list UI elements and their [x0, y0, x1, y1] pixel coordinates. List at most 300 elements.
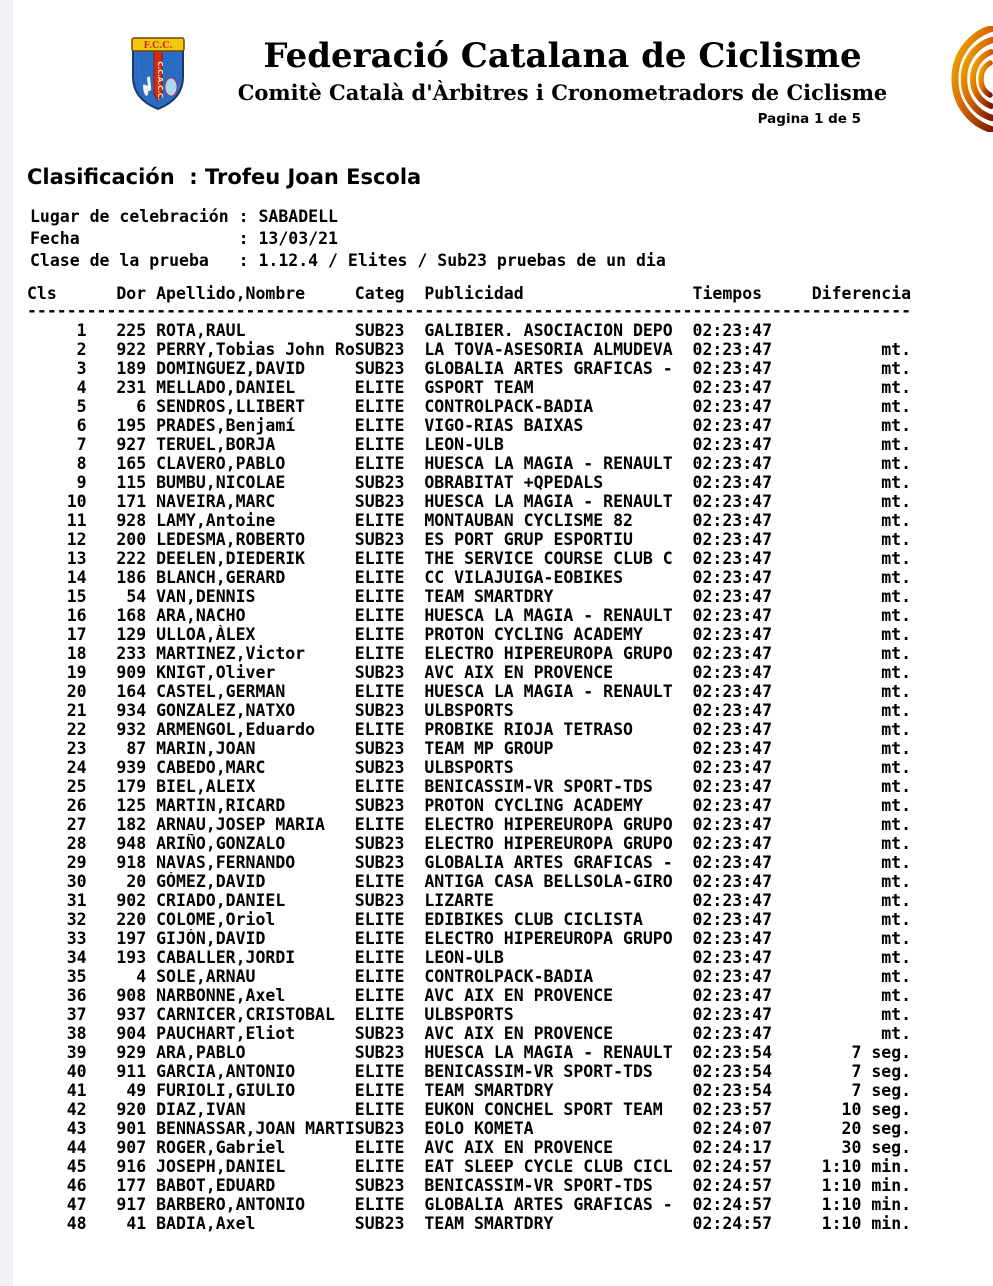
cell-time: 02:23:47 [692, 682, 773, 701]
cell-pub: ULBSPORTS [424, 1005, 514, 1024]
cell-time: 02:24:57 [692, 1195, 773, 1214]
cell-pub: AVC AIX EN PROVENCE [424, 1138, 614, 1157]
table-row [27, 967, 911, 986]
cell-pub: PROBIKE RIOJA TETRASO [424, 720, 633, 739]
cell-cls: 38 [66, 1024, 87, 1043]
cell-diff: mt. [881, 378, 912, 397]
cell-diff: 1:10 min. [821, 1214, 912, 1233]
cell-diff: mt. [881, 891, 912, 910]
cell-categ: SUB23 [354, 891, 405, 910]
cell-name: ARA,NACHO [156, 606, 246, 625]
cell-cls: 33 [66, 929, 87, 948]
cell-pub: TEAM SMARTDRY [424, 1081, 554, 1100]
cell-diff: 20 seg. [841, 1119, 912, 1138]
cell-time: 02:23:47 [692, 416, 773, 435]
cell-diff: mt. [881, 511, 912, 530]
cell-pub: VIGO-RIAS BAIXAS [424, 416, 584, 435]
table-row [27, 454, 911, 473]
meta-line-fecha: Fecha : 13/03/21 [30, 229, 338, 248]
cell-time: 02:23:47 [692, 967, 773, 986]
cell-categ: ELITE [354, 1081, 405, 1100]
cell-time: 02:23:47 [692, 625, 773, 644]
cell-name: MELLADO,DANIEL [156, 378, 296, 397]
cell-dor: 920 [116, 1100, 147, 1119]
cell-cls: 30 [66, 872, 87, 891]
cell-pub: AVC AIX EN PROVENCE [424, 1024, 614, 1043]
cell-diff: mt. [881, 473, 912, 492]
cell-pub: CONTROLPACK-BADIA [424, 967, 594, 986]
cell-name: NAVEIRA,MARC [156, 492, 276, 511]
cell-diff: mt. [881, 568, 912, 587]
cell-time: 02:23:47 [692, 910, 773, 929]
cell-categ: ELITE [354, 587, 405, 606]
cell-name: MARIN,JOAN [156, 739, 256, 758]
table-row [27, 587, 911, 606]
cell-name: LAMY,Antoine [156, 511, 276, 530]
cell-dor: 165 [116, 454, 147, 473]
table-row [27, 891, 911, 910]
cell-categ: ELITE [354, 435, 405, 454]
cell-diff: 30 seg. [841, 1138, 912, 1157]
cell-time: 02:23:47 [692, 435, 773, 454]
cell-pub: ELECTRO HIPEREUROPA GRUPO [424, 644, 673, 663]
cell-dor: 916 [116, 1157, 147, 1176]
cell-cls: 20 [66, 682, 87, 701]
cell-diff: mt. [881, 416, 912, 435]
cell-pub: HUESCA LA MAGIA - RENAULT [424, 454, 673, 473]
cell-cls: 32 [66, 910, 87, 929]
cell-time: 02:23:47 [692, 796, 773, 815]
cell-categ: SUB23 [354, 1119, 405, 1138]
cell-diff: 1:10 min. [821, 1176, 912, 1195]
cell-name: VAN,DENNIS [156, 587, 256, 606]
cell-time: 02:23:47 [692, 929, 773, 948]
cell-diff: mt. [881, 815, 912, 834]
cell-time: 02:23:47 [692, 511, 773, 530]
cell-time: 02:24:17 [692, 1138, 773, 1157]
cell-dor: 220 [116, 910, 147, 929]
cell-categ: ELITE [354, 397, 405, 416]
event-metadata [30, 206, 666, 272]
cell-name: BUMBU,NICOLAE [156, 473, 286, 492]
cell-name: LEDESMA,ROBERTO [156, 530, 306, 549]
cell-dor: 179 [116, 777, 147, 796]
cell-dor: 49 [126, 1081, 147, 1100]
cell-name: ARNAU,JOSEP MARIA [156, 815, 325, 834]
cell-time: 02:23:47 [692, 777, 773, 796]
cell-cls: 40 [66, 1062, 87, 1081]
cell-categ: SUB23 [354, 1214, 405, 1233]
table-row [27, 796, 911, 815]
cell-diff: mt. [881, 948, 912, 967]
cell-cls: 29 [66, 853, 87, 872]
header-separator-line: ----------------------------------------------------------------------------------------- [27, 301, 912, 320]
cell-dor: 929 [116, 1043, 147, 1062]
cell-name: CASTEL,GERMAN [156, 682, 286, 701]
cell-cls: 10 [66, 492, 87, 511]
cell-dor: 189 [116, 359, 147, 378]
table-row [27, 1005, 911, 1024]
cell-time: 02:23:54 [692, 1062, 773, 1081]
table-row [27, 416, 911, 435]
cell-diff: mt. [881, 758, 912, 777]
cell-pub: OBRABITAT +QPEDALS [424, 473, 604, 492]
cell-dor: 932 [116, 720, 147, 739]
cell-categ: ELITE [354, 625, 405, 644]
cell-cls: 45 [66, 1157, 87, 1176]
table-row [27, 929, 911, 948]
table-row [27, 986, 911, 1005]
cell-name: CRIADO,DANIEL [156, 891, 286, 910]
cell-name: JOSEPH,DANIEL [156, 1157, 286, 1176]
cell-categ: ELITE [354, 568, 405, 587]
cell-name: KNIGT,Oliver [156, 663, 276, 682]
cell-categ: ELITE [354, 815, 405, 834]
cell-cls: 23 [66, 739, 87, 758]
cell-name: PAUCHART,Eliot [156, 1024, 296, 1043]
cell-categ: ELITE [354, 1062, 405, 1081]
cell-dor: 197 [116, 929, 147, 948]
cell-name: BIEL,ALEIX [156, 777, 256, 796]
cell-dor: 937 [116, 1005, 147, 1024]
cell-dor: 927 [116, 435, 147, 454]
cell-time: 02:23:47 [692, 454, 773, 473]
table-row [27, 853, 911, 872]
cell-time: 02:23:47 [692, 587, 773, 606]
cell-dor: 901 [116, 1119, 147, 1138]
cell-diff: mt. [881, 644, 912, 663]
cell-diff: 1:10 min. [821, 1195, 912, 1214]
cell-time: 02:23:47 [692, 644, 773, 663]
cell-name: PRADES,Benjamí [156, 416, 296, 435]
cell-categ: ELITE [354, 910, 405, 929]
cell-name: GONZALEZ,NATXO [156, 701, 296, 720]
cell-cls: 34 [66, 948, 87, 967]
cell-cls: 4 [76, 378, 87, 397]
cell-name: ARIÑO,GONZALO [156, 834, 286, 853]
cell-categ: SUB23 [354, 853, 405, 872]
cell-pub: AVC AIX EN PROVENCE [424, 663, 614, 682]
cell-dor: 20 [126, 872, 147, 891]
table-row [27, 359, 911, 378]
classification-title: Clasificación : Trofeu Joan Escola [27, 165, 422, 189]
cell-cls: 6 [76, 416, 87, 435]
cell-name: NAVAS,FERNANDO [156, 853, 296, 872]
cell-name: SENDROS,LLIBERT [156, 397, 306, 416]
cell-time: 02:23:47 [692, 378, 773, 397]
cell-categ: SUB23 [354, 663, 405, 682]
cell-categ: SUB23 [354, 492, 405, 511]
table-row [27, 435, 911, 454]
cell-pub: LEON-ULB [424, 435, 504, 454]
cell-categ: ELITE [354, 549, 405, 568]
federation-header [205, 36, 920, 106]
cell-dor: 193 [116, 948, 147, 967]
cell-cls: 35 [66, 967, 87, 986]
cell-dor: 186 [116, 568, 147, 587]
cell-time: 02:23:47 [692, 1005, 773, 1024]
cell-diff: mt. [881, 929, 912, 948]
cell-dor: 922 [116, 340, 147, 359]
table-row [27, 1138, 911, 1157]
cell-dor: 939 [116, 758, 147, 777]
cell-diff: mt. [881, 682, 912, 701]
cell-pub: CC VILAJUIGA-EOBIKES [424, 568, 624, 587]
cell-dor: 917 [116, 1195, 147, 1214]
cell-dor: 908 [116, 986, 147, 1005]
table-row [27, 568, 911, 587]
cell-time: 02:23:47 [692, 701, 773, 720]
table-row [27, 473, 911, 492]
table-row [27, 1081, 911, 1100]
cell-pub: ES PORT GRUP ESPORTIU [424, 530, 633, 549]
cell-dor: 904 [116, 1024, 147, 1043]
cell-diff: mt. [881, 340, 912, 359]
cell-pub: GSPORT TEAM [424, 378, 534, 397]
cell-categ: SUB23 [354, 701, 405, 720]
cell-time: 02:23:47 [692, 739, 773, 758]
cell-cls: 19 [66, 663, 87, 682]
table-row [27, 815, 911, 834]
cell-name: BARBERO,ANTONIO [156, 1195, 306, 1214]
cell-diff [792, 321, 911, 340]
cell-diff: mt. [881, 1024, 912, 1043]
cell-dor: 171 [116, 492, 147, 511]
cell-cls: 8 [76, 454, 87, 473]
cell-pub: EUKON CONCHEL SPORT TEAM [424, 1100, 663, 1119]
cell-categ: ELITE [354, 1005, 405, 1024]
cell-cls: 48 [66, 1214, 87, 1233]
table-row [27, 1157, 911, 1176]
cell-cls: 37 [66, 1005, 87, 1024]
cell-pub: TEAM SMARTDRY [424, 587, 554, 606]
cell-diff: mt. [881, 606, 912, 625]
cell-categ: ELITE [354, 720, 405, 739]
table-row [27, 834, 911, 853]
cell-dor: 6 [136, 397, 147, 416]
cell-diff: mt. [881, 454, 912, 473]
table-row [27, 1062, 911, 1081]
cell-dor: 902 [116, 891, 147, 910]
cell-name: MARTINEZ,Victor [156, 644, 306, 663]
cell-time: 02:23:47 [692, 720, 773, 739]
page-number: Pagina 1 de 5 [757, 111, 861, 127]
table-row [27, 948, 911, 967]
page-left-margin-strip [0, 0, 13, 1286]
table-row [27, 663, 911, 682]
cell-time: 02:23:54 [692, 1043, 773, 1062]
cell-categ: ELITE [354, 967, 405, 986]
cell-diff: 7 seg. [851, 1081, 912, 1100]
cell-cls: 39 [66, 1043, 87, 1062]
results-table [27, 284, 911, 1233]
cell-dor: 54 [126, 587, 147, 606]
cell-cls: 44 [66, 1138, 87, 1157]
cell-pub: ANTIGA CASA BELLSOLA-GIRO [424, 872, 673, 891]
cell-dor: 911 [116, 1062, 147, 1081]
cell-cls: 22 [66, 720, 87, 739]
cell-cls: 7 [76, 435, 87, 454]
table-row [27, 378, 911, 397]
cell-categ: ELITE [354, 454, 405, 473]
cell-dor: 934 [116, 701, 147, 720]
cell-categ: ELITE [354, 378, 405, 397]
cell-pub: ELECTRO HIPEREUROPA GRUPO [424, 834, 673, 853]
cell-time: 02:23:47 [692, 397, 773, 416]
cell-pub: GLOBALIA ARTES GRAFICAS - [424, 1195, 673, 1214]
cell-time: 02:24:57 [692, 1157, 773, 1176]
cell-pub: EAT SLEEP CYCLE CLUB CICL [424, 1157, 673, 1176]
results-rows [27, 321, 911, 1233]
cell-cls: 21 [66, 701, 87, 720]
cell-time: 02:23:47 [692, 986, 773, 1005]
cell-diff: 7 seg. [851, 1062, 912, 1081]
cell-pub: EDIBIKES CLUB CICLISTA [424, 910, 643, 929]
cell-categ: SUB23 [354, 473, 405, 492]
cell-time: 02:23:47 [692, 340, 773, 359]
cell-name: TERUEL,BORJA [156, 435, 276, 454]
cell-diff: 7 seg. [851, 1043, 912, 1062]
cell-dor: 909 [116, 663, 147, 682]
cell-diff: mt. [881, 549, 912, 568]
cell-name: NARBONNE,Axel [156, 986, 286, 1005]
cell-pub: EOLO KOMETA [424, 1119, 534, 1138]
cell-time: 02:23:47 [692, 853, 773, 872]
cell-time: 02:23:47 [692, 359, 773, 378]
cell-dor: 177 [116, 1176, 147, 1195]
cell-dor: 231 [116, 378, 147, 397]
cell-categ: SUB23 [354, 1176, 405, 1195]
cell-time: 02:23:47 [692, 606, 773, 625]
cell-pub: HUESCA LA MAGIA - RENAULT [424, 682, 673, 701]
cell-time: 02:23:47 [692, 321, 773, 340]
cell-categ: ELITE [354, 682, 405, 701]
cell-diff: mt. [881, 720, 912, 739]
cell-cls: 11 [66, 511, 87, 530]
cell-categ: ELITE [354, 1195, 405, 1214]
cell-categ: SUB23 [354, 834, 405, 853]
cell-pub: HUESCA LA MAGIA - RENAULT [424, 606, 673, 625]
cell-pub: ELECTRO HIPEREUROPA GRUPO [424, 929, 673, 948]
cell-cls: 26 [66, 796, 87, 815]
cell-name: ARA,PABLO [156, 1043, 246, 1062]
cell-name: DEELEN,DIEDERIK [156, 549, 306, 568]
cell-dor: 948 [116, 834, 147, 853]
cell-cls: 1 [76, 321, 87, 340]
cell-name: MARTIN,RICARD [156, 796, 286, 815]
table-row [27, 321, 911, 340]
cell-pub: GALIBIER. ASOCIACION DEPO [424, 321, 673, 340]
cell-diff: mt. [881, 701, 912, 720]
cell-time: 02:23:47 [692, 549, 773, 568]
cell-pub: AVC AIX EN PROVENCE [424, 986, 614, 1005]
cell-categ: ELITE [354, 606, 405, 625]
cell-diff: 1:10 min. [821, 1157, 912, 1176]
cell-cls: 28 [66, 834, 87, 853]
cell-dor: 4 [136, 967, 147, 986]
cell-name: FURIOLI,GIULIO [156, 1081, 296, 1100]
cell-time: 02:23:47 [692, 948, 773, 967]
table-row [27, 1100, 911, 1119]
cell-categ: SUB23 [354, 1043, 405, 1062]
cell-cls: 17 [66, 625, 87, 644]
cell-cls: 24 [66, 758, 87, 777]
cell-name: BABOT,EDUARD [156, 1176, 276, 1195]
cell-name: BENNASSAR,JOAN MARTI [156, 1119, 355, 1138]
cell-dor: 115 [116, 473, 147, 492]
cell-dor: 41 [126, 1214, 147, 1233]
cell-categ: ELITE [354, 929, 405, 948]
cell-cls: 36 [66, 986, 87, 1005]
cell-categ: SUB23 [354, 359, 405, 378]
cell-diff: mt. [881, 853, 912, 872]
table-row [27, 549, 911, 568]
cell-time: 02:23:54 [692, 1081, 773, 1100]
cell-pub: BENICASSIM-VR SPORT-TDS [424, 1176, 653, 1195]
cell-name: ROGER,Gabriel [156, 1138, 286, 1157]
meta-line-lugar: Lugar de celebración : SABADELL [30, 207, 338, 226]
cell-categ: SUB23 [354, 796, 405, 815]
cell-diff: mt. [881, 397, 912, 416]
cell-pub: ULBSPORTS [424, 701, 514, 720]
cell-name: GIJÓN,DAVID [156, 929, 266, 948]
cell-cls: 3 [76, 359, 87, 378]
cell-name: BADIA,Axel [156, 1214, 256, 1233]
cell-pub: LA TOVA-ASESORIA ALMUDEVA [424, 340, 673, 359]
cell-name: CARNICER,CRISTOBAL [156, 1005, 335, 1024]
table-row [27, 492, 911, 511]
cell-dor: 200 [116, 530, 147, 549]
cell-cls: 14 [66, 568, 87, 587]
table-row [27, 739, 911, 758]
cell-categ: SUB23 [354, 321, 405, 340]
cell-pub: PROTON CYCLING ACADEMY [424, 625, 643, 644]
table-row [27, 720, 911, 739]
cell-diff: mt. [881, 834, 912, 853]
table-row [27, 340, 911, 359]
cell-pub: CONTROLPACK-BADIA [424, 397, 594, 416]
cell-time: 02:23:47 [692, 872, 773, 891]
cell-dor: 222 [116, 549, 147, 568]
cell-time: 02:23:47 [692, 834, 773, 853]
cell-time: 02:23:47 [692, 568, 773, 587]
cell-pub: THE SERVICE COURSE CLUB C [424, 549, 673, 568]
cell-diff: 10 seg. [841, 1100, 912, 1119]
table-row [27, 606, 911, 625]
table-row [27, 397, 911, 416]
cell-categ: ELITE [354, 986, 405, 1005]
cell-dor: 125 [116, 796, 147, 815]
cell-name: ROTA,RAUL [156, 321, 246, 340]
cell-cls: 12 [66, 530, 87, 549]
cell-name: ULLOA,ÀLEX [156, 625, 256, 644]
cell-categ: SUB23 [354, 758, 405, 777]
cell-dor: 907 [116, 1138, 147, 1157]
cell-diff: mt. [881, 663, 912, 682]
cell-name: BLANCH,GERARD [156, 568, 286, 587]
col-header-apellido-nombre: Apellido,Nombre [156, 284, 306, 303]
table-row [27, 682, 911, 701]
cell-pub: LEON-ULB [424, 948, 504, 967]
cell-name: CABALLER,JORDI [156, 948, 296, 967]
cell-diff: mt. [881, 777, 912, 796]
table-row [27, 1195, 911, 1214]
cell-pub: HUESCA LA MAGIA - RENAULT [424, 1043, 673, 1062]
cell-name: CLAVERO,PABLO [156, 454, 286, 473]
table-row [27, 1176, 911, 1195]
cell-dor: 87 [126, 739, 147, 758]
cell-cls: 31 [66, 891, 87, 910]
